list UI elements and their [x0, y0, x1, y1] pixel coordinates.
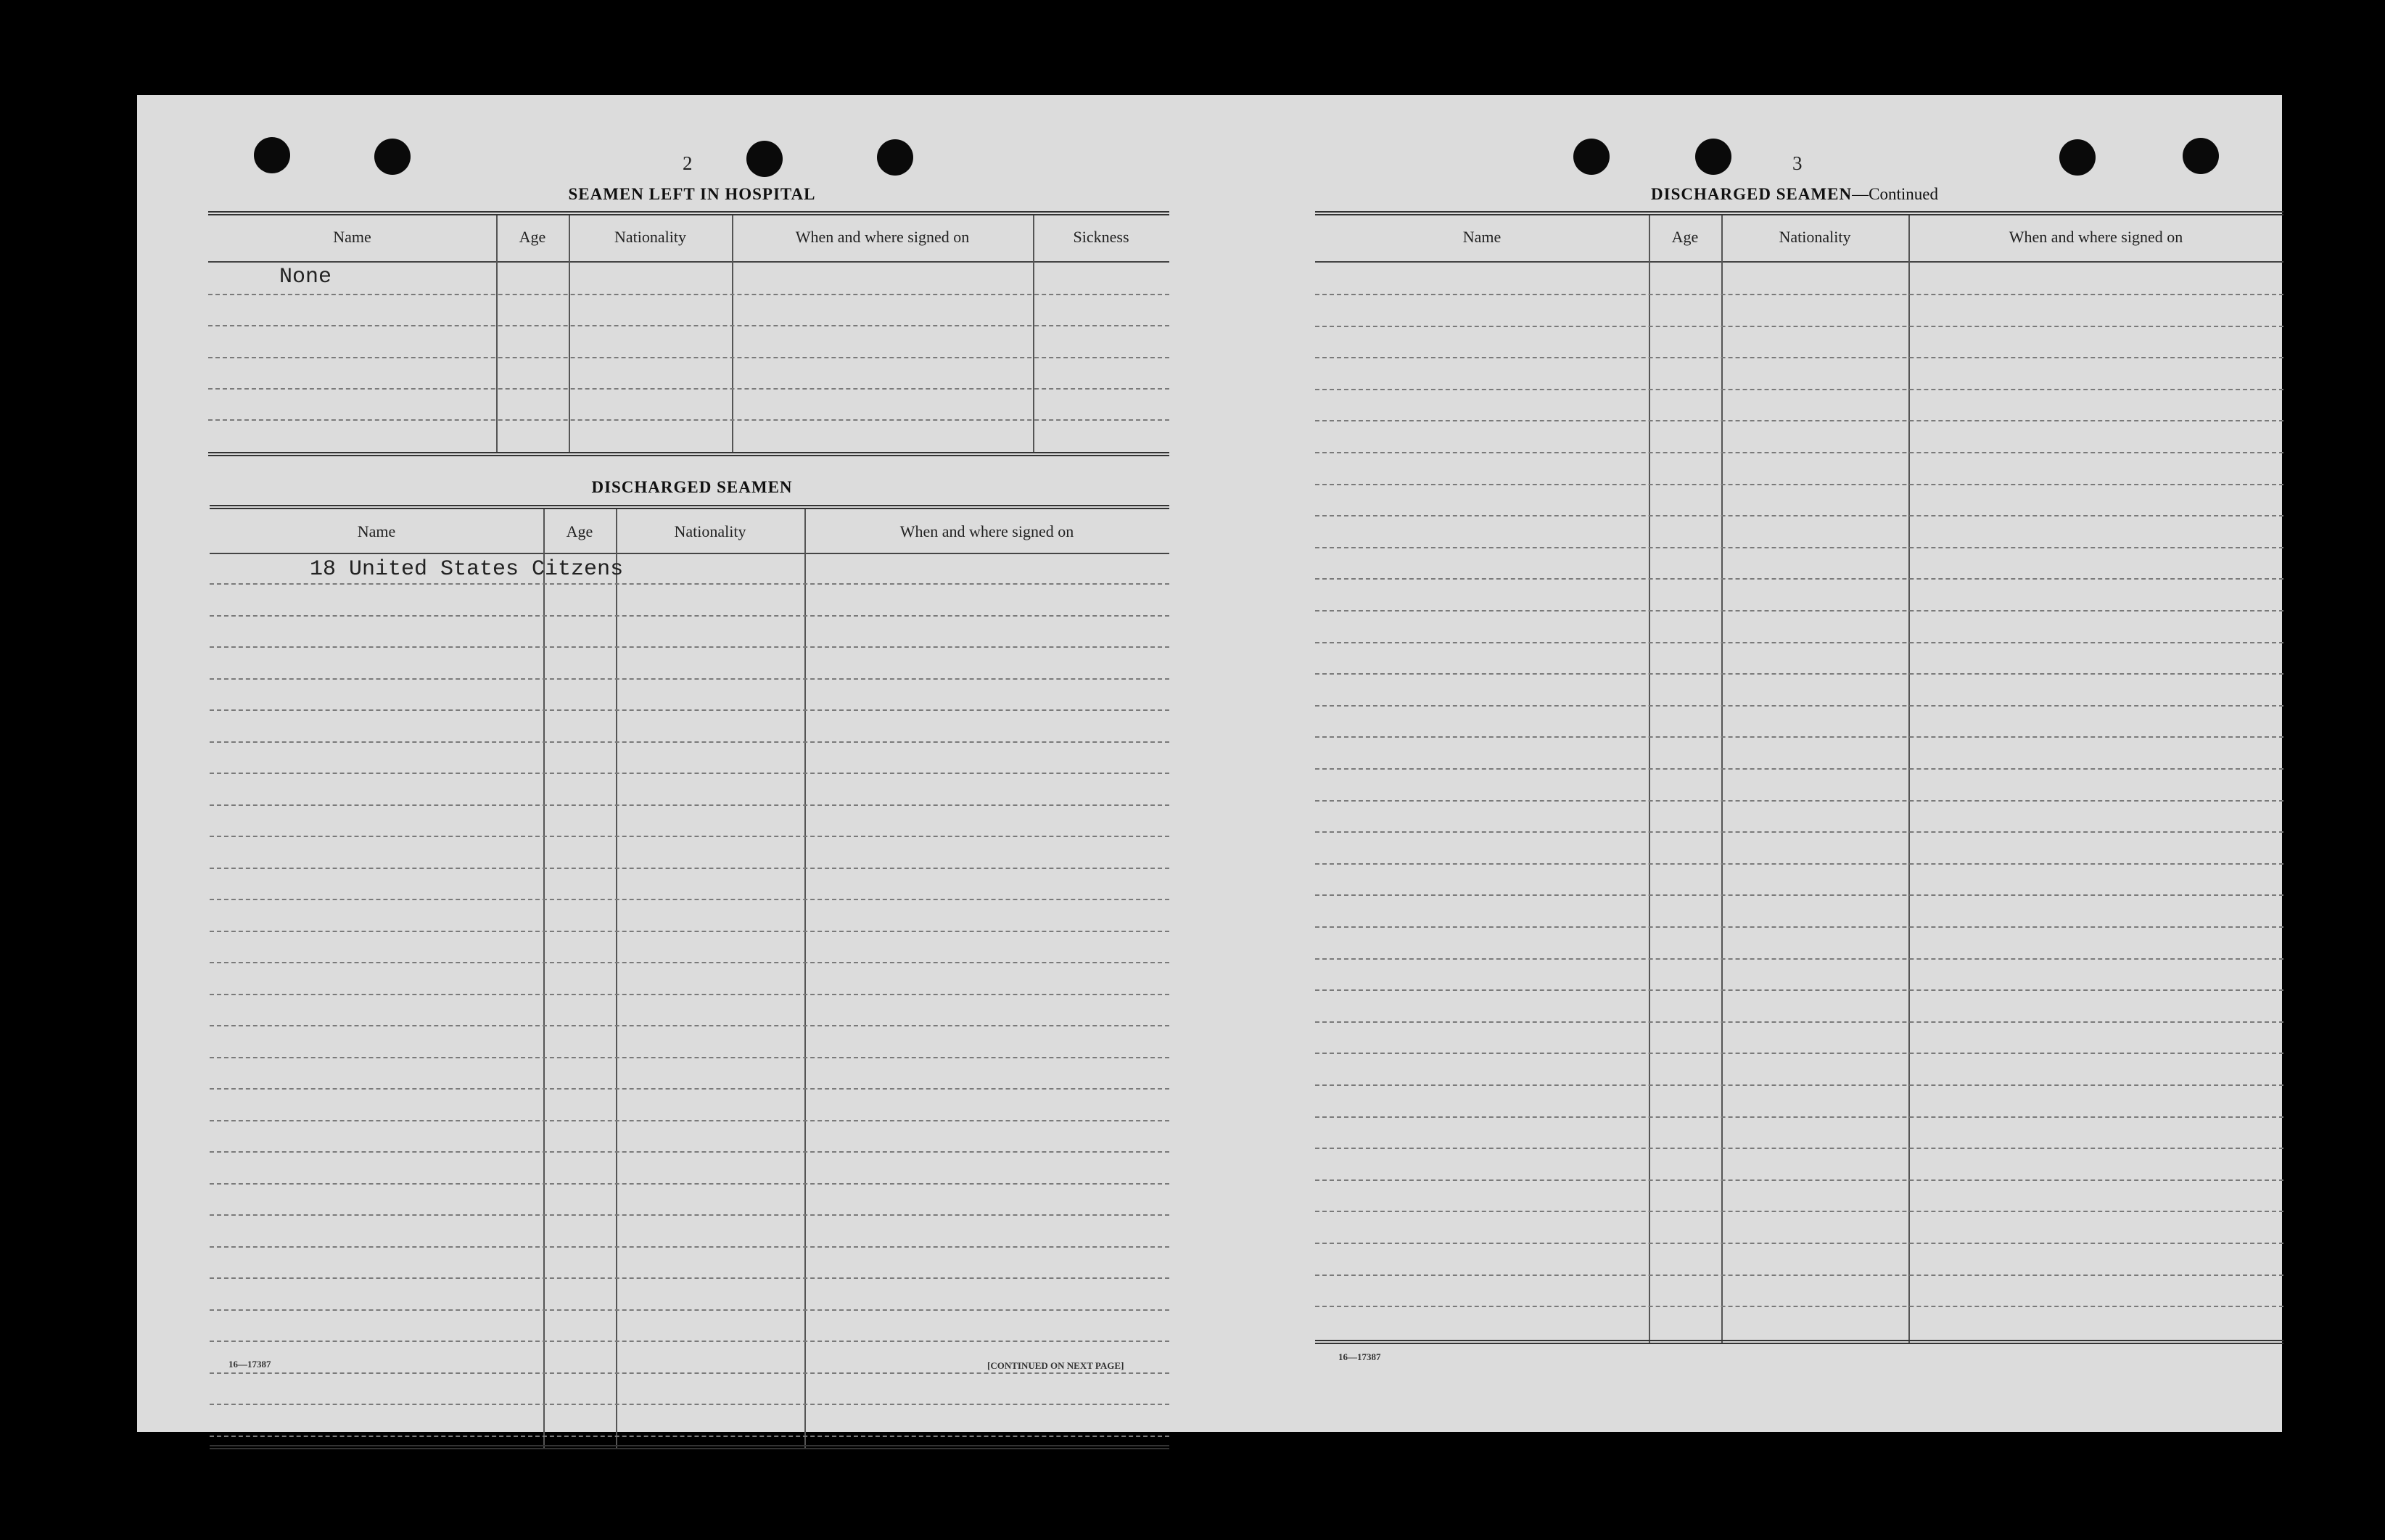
continued-note: [CONTINUED ON NEXT PAGE]	[987, 1360, 1124, 1371]
ruled-line	[1315, 1053, 2283, 1054]
ruled-line	[1315, 831, 2283, 833]
ruled-line	[1315, 1084, 2283, 1086]
ruled-line	[1315, 673, 2283, 675]
column-header-signed-on: When and where signed on	[899, 522, 1074, 540]
ruled-line	[210, 773, 1169, 774]
punch-hole	[746, 141, 783, 177]
ruled-line	[210, 646, 1169, 648]
discharged-entry-text: 18 United States Citzens	[310, 557, 624, 582]
ruled-line	[210, 615, 1169, 617]
discharged-section-title: DISCHARGED SEAMEN	[591, 478, 793, 496]
ruled-line	[210, 1372, 1169, 1374]
ruled-line	[210, 1309, 1169, 1311]
ruled-line	[1315, 894, 2283, 896]
hospital-table	[208, 211, 1169, 456]
ruled-line	[1315, 1243, 2283, 1244]
ruled-line	[210, 583, 1169, 585]
column-header-nationality: Nationality	[614, 228, 686, 246]
discharged-continued-title-main: DISCHARGED SEAMEN	[1651, 185, 1853, 203]
ruled-line	[210, 899, 1169, 900]
ruled-line	[210, 1341, 1169, 1342]
ruled-lines	[1315, 211, 2283, 1344]
column-header-age: Age	[519, 228, 546, 246]
ruled-line	[1315, 578, 2283, 580]
form-number-left: 16—17387	[228, 1359, 271, 1370]
ruled-line	[210, 804, 1169, 806]
ruled-line	[1315, 610, 2283, 612]
ruled-line	[1315, 642, 2283, 643]
ruled-line	[210, 836, 1169, 837]
ruled-line	[1315, 452, 2283, 453]
ruled-line	[1315, 705, 2283, 707]
ruled-line	[210, 1088, 1169, 1090]
ruled-line	[1315, 1116, 2283, 1118]
hospital-section-title: SEAMEN LEFT IN HOSPITAL	[568, 185, 816, 203]
ruled-line	[210, 1183, 1169, 1185]
column-header-name: Name	[333, 228, 371, 246]
ruled-line	[1315, 736, 2283, 738]
form-number-right: 16—17387	[1338, 1351, 1381, 1362]
ruled-line	[1315, 326, 2283, 327]
ruled-line	[210, 868, 1169, 869]
punch-hole	[1695, 139, 1731, 175]
page-number-right: 3	[1792, 152, 1803, 174]
punch-hole	[374, 139, 411, 175]
column-header-signed-on: When and where signed on	[2009, 228, 2183, 246]
punch-hole	[2059, 139, 2096, 176]
ruled-line	[1315, 958, 2283, 960]
column-header-nationality: Nationality	[1779, 228, 1851, 246]
ruled-line	[1315, 863, 2283, 865]
column-header-age: Age	[566, 522, 593, 540]
discharged-table-left	[210, 505, 1169, 1449]
ruled-line	[210, 1277, 1169, 1279]
ruled-line	[1315, 1148, 2283, 1149]
punch-hole	[2183, 138, 2219, 174]
ruled-line	[1315, 1211, 2283, 1212]
punch-hole	[254, 137, 290, 173]
ruled-line	[1315, 800, 2283, 802]
punch-hole	[1573, 139, 1610, 175]
ruled-line	[1315, 926, 2283, 928]
discharged-table-right	[1315, 211, 2283, 1344]
ruled-line	[210, 741, 1169, 743]
ruled-line	[1315, 547, 2283, 548]
ruled-line	[1315, 389, 2283, 390]
ruled-line	[210, 1436, 1169, 1437]
ruled-line	[1315, 768, 2283, 770]
ruled-line	[210, 1025, 1169, 1026]
column-header-sickness: Sickness	[1073, 228, 1129, 246]
punch-hole	[877, 139, 913, 176]
ruled-line	[1315, 420, 2283, 421]
column-header-name: Name	[357, 522, 396, 540]
ruled-line	[1315, 1021, 2283, 1023]
ruled-line	[210, 1151, 1169, 1153]
title-continued-suffix: —Continued	[1852, 185, 1938, 203]
ruled-line	[1315, 357, 2283, 358]
ruled-line	[210, 994, 1169, 995]
ruled-line	[1315, 1179, 2283, 1181]
ruled-line	[210, 962, 1169, 963]
ruled-line	[210, 709, 1169, 711]
ruled-line	[1315, 989, 2283, 991]
form-sheet	[137, 95, 2282, 1432]
ruled-line	[1315, 484, 2283, 485]
ruled-line	[1315, 515, 2283, 516]
ruled-lines	[210, 505, 1169, 1449]
column-header-nationality: Nationality	[674, 522, 746, 540]
discharged-continued-title	[1312, 185, 2277, 204]
column-header-name: Name	[1462, 228, 1502, 246]
ruled-line	[210, 678, 1169, 680]
ruled-line	[1315, 294, 2283, 295]
ruled-line	[210, 1120, 1169, 1121]
ruled-line	[1315, 1275, 2283, 1276]
ruled-line	[210, 1057, 1169, 1058]
ruled-line	[1315, 1306, 2283, 1307]
hospital-entry-text: None	[279, 265, 332, 289]
ruled-line	[210, 1214, 1169, 1216]
ruled-line	[210, 931, 1169, 932]
column-header-signed-on: When and where signed on	[795, 228, 970, 246]
ruled-line	[210, 1404, 1169, 1405]
page-number-left: 2	[683, 152, 693, 174]
ruled-line	[210, 1246, 1169, 1248]
column-header-age: Age	[1671, 228, 1699, 246]
